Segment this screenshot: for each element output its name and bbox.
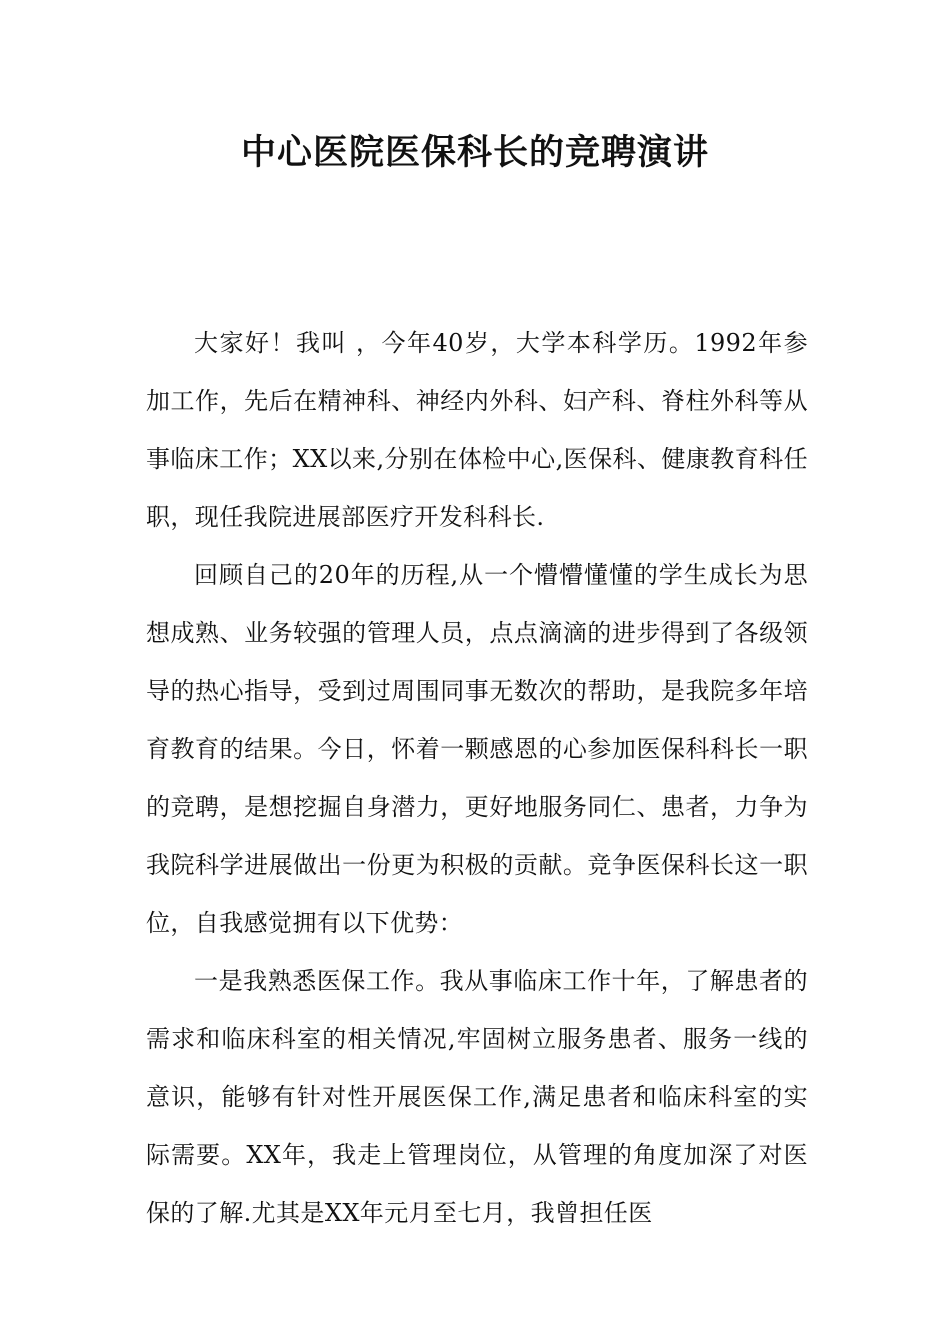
paragraph-introduction: 大家好！我叫 ，今年40岁，大学本科学历。1992年参加工作，先后在精神科、神经内外科、妇产科、脊柱外科等从事临床工作；XX以来,分别在体检中心,医保科、健康教育科任职，现任我院进展部医疗开发科科长. <box>146 329 808 531</box>
paragraph-career-review: 回顾自己的20年的历程,从一个懵懵懂懂的学生成长为思想成熟、业务较强的管理人员，点点滴滴的进步得到了各级领导的热心指导，受到过周围同事无数次的帮助，是我院多年培育教育的结果。今日，怀着一颗感恩的心参加医保科科长一职的竞聘，是想挖掘自身潜力，更好地服务同仁、患者，力争为我院科学进展做出一份更为积极的贡献。竞争医保科长这一职位，自我感觉拥有以下优势： <box>146 561 808 937</box>
paragraph-advantage-one: 一是我熟悉医保工作。我从事临床工作十年，了解患者的需求和临床科室的相关情况,牢固树立服务患者、服务一线的意识，能够有针对性开展医保工作,满足患者和临床科室的实际需要。XX年，我走上管理岗位，从管理的角度加深了对医保的了解.尤其是XX年元月至七月，我曾担任医 <box>146 967 808 1227</box>
document-title: 中心医院医保科长的竞聘演讲 <box>240 132 709 173</box>
document-body <box>146 314 808 1242</box>
